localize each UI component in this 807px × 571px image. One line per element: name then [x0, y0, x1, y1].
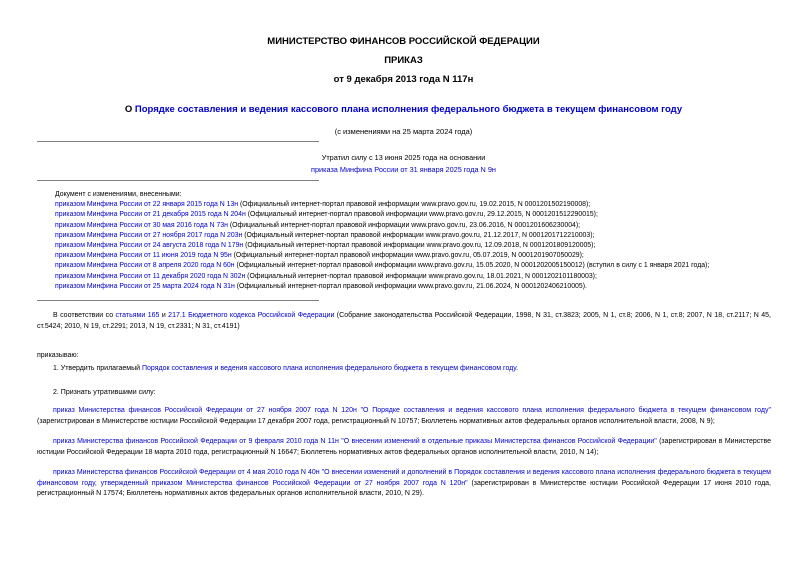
amendment-link[interactable]: приказом Минфина России от 27 ноября 2017 года N 203н: [55, 231, 243, 239]
repealed-paragraph: приказ Министерства финансов Российской Федерации от 9 февраля 2010 года N 11н "О внесении изменений в отдельные приказы Министерства финансов Российской Федерации" (зарегистрирован в Министерстве юстиции Российской Федерации 18 марта 2010 года, регистрационный N 16647; Бюллетень нормативных актов федеральных органов исполнительной власти, 2010, N 14);: [37, 438, 771, 456]
amendment-link[interactable]: приказом Минфина России от 11 июня 2019 года N 95н: [55, 252, 232, 260]
divider-line: [37, 180, 319, 181]
edition-note: (с изменениями на 25 марта 2024 года): [334, 127, 473, 136]
preamble-paragraph: В соответствии со статьями 165 и 217.1 Бюджетного кодекса Российской Федерации (Собрание законодательства Российской Федерации, 1998, N 31, ст.3823; 2005, N 1, ст.8; 2006, N 1, ст.8; 2007, N 18, ст.2117; N 45, ст.5424; 2010, N 19, ст.2291; 2013, N 19, ст.2331; N 31, ст.4191): [37, 312, 771, 330]
amendment-link[interactable]: приказом Минфина России от 30 мая 2016 года N 73н: [55, 221, 228, 229]
item-1-paragraph: 1. Утвердить прилагаемый Порядок составления и ведения кассового плана исполнения федерального бюджета в текущем финансовом году.: [53, 365, 519, 372]
changes-intro: Документ с изменениями, внесенными:: [55, 191, 182, 198]
list-item: приказом Минфина России от 24 августа 2018 года N 179н (Официальный интернет-портал правовой информации www.pravo.gov.ru, 12.09.2018, N 0001201809120005);: [55, 242, 596, 250]
order-word: приказываю:: [37, 352, 79, 359]
list-item: приказом Минфина России от 11 декабря 2020 года N 302н (Официальный интернет-портал правовой информации www.pravo.gov.ru, 18.01.2021, N 0001202101180003);: [55, 272, 597, 280]
repealed-order-link[interactable]: приказ Министерства финансов Российской Федерации от 9 февраля 2010 года N 11н "О внесении изменений в отдельные приказы Министерства финансов Российской Федерации": [53, 438, 657, 445]
lost-force-link[interactable]: приказа Минфина России от 31 января 2025 года N 9н: [311, 165, 496, 174]
divider-line: [37, 141, 319, 142]
list-item: приказом Минфина России от 11 июня 2019 года N 95н (Официальный интернет-портал правовой информации www.pravo.gov.ru, 05.07.2019, N 0001201907050029);: [55, 252, 584, 260]
repealed-order-link[interactable]: приказ Министерства финансов Российской Федерации от 27 ноября 2007 года N 120н "О Порядке составления и ведения кассового плана исполнения федерального бюджета в текущем финансовом году": [53, 407, 771, 414]
list-item: приказом Минфина России от 22 января 2015 года N 13н (Официальный интернет-портал правовой информации www.pravo.gov.ru, 19.02.2015, N 0001201502190008);: [55, 201, 591, 209]
amendment-link[interactable]: приказом Минфина России от 24 августа 2018 года N 179н: [55, 242, 244, 250]
repealed-paragraph: приказ Министерства финансов Российской Федерации от 4 мая 2010 года N 40н "О внесении изменений и дополнений в Порядок составления и ведения кассового плана исполнения федерального бюджета в текущем финансовом году, утвержденный приказом Министерства финансов Российской Федерации от 27 ноября 2007 года N 120н" (зарегистрирован в Министерстве юстиции Российской Федерации 17 июня 2010 года, регистрационный N 17574; Бюллетень нормативных актов федеральных органов исполнительной власти, 2010, N 29).: [37, 469, 771, 497]
repealed-order-link[interactable]: приказ Министерства финансов Российской Федерации от 4 мая 2010 года N 40н "О внесении изменений и дополнений в Порядок составления и ведения кассового плана исполнения федерального бюджета в текущем финансовом году, утвержденный приказом Министерства финансов Российской Федерации от 27 ноября 2007 года N 120н": [37, 469, 771, 487]
budget-code-link[interactable]: 217.1 Бюджетного кодекса Российской Федерации: [168, 312, 335, 319]
list-item: приказом Минфина России от 27 ноября 2017 года N 203н (Официальный интернет-портал правовой информации www.pravo.gov.ru, 21.12.2017, N 0001201712210003);: [55, 231, 595, 239]
amendment-link[interactable]: приказом Минфина России от 25 марта 2024 года N 31н: [55, 282, 235, 290]
list-item: приказом Минфина России от 30 мая 2016 года N 73н (Официальный интернет-портал правовой информации www.pravo.gov.ru, 23.06.2016, N 0001201606230004);: [55, 221, 581, 229]
subject-link[interactable]: Порядке составления и ведения кассового плана исполнения федерального бюджета в текущем финансовом году: [134, 104, 683, 115]
document-subject: [0, 104, 807, 115]
doc-type-heading: ПРИКАЗ: [384, 55, 423, 66]
list-item: приказом Минфина России от 21 декабря 2015 года N 204н (Официальный интернет-портал правовой информации www.pravo.gov.ru, 29.12.2015, N 0001201512290015);: [55, 211, 598, 219]
amendment-link[interactable]: приказом Минфина России от 11 декабря 2020 года N 302н: [55, 272, 246, 280]
amendment-link[interactable]: приказом Минфина России от 22 января 2015 года N 13н: [55, 201, 239, 209]
subject-prefix: О: [124, 104, 135, 115]
amendment-link[interactable]: приказом Минфина России от 8 апреля 2020 года N 60н: [55, 262, 235, 270]
repealed-paragraph: приказ Министерства финансов Российской Федерации от 27 ноября 2007 года N 120н "О Порядке составления и ведения кассового плана исполнения федерального бюджета в текущем финансовом году" (зарегистрирован в Министерстве юстиции Российской Федерации 17 декабря 2007 года, регистрационный N 10757; Бюллетень нормативных актов федеральных органов исполнительной власти, 2008, N 9);: [37, 407, 771, 425]
article-165-link[interactable]: статьями 165: [115, 312, 160, 319]
list-item: приказом Минфина России от 8 апреля 2020 года N 60н (Официальный интернет-портал правовой информации www.pravo.gov.ru, 15.05.2020, N 0001202005150012) (вступил в силу с 1 января 2021 года);: [55, 262, 710, 270]
changes-list: [55, 190, 795, 292]
amendment-link[interactable]: приказом Минфина России от 21 декабря 2015 года N 204н: [55, 211, 246, 219]
doc-date-heading: от 9 декабря 2013 года N 117н: [333, 74, 474, 85]
lost-force-text: Утратил силу с 13 июня 2025 года на основании: [321, 153, 486, 162]
procedure-link[interactable]: Порядок составления и ведения кассового плана исполнения федерального бюджета в текущем финансовом году: [141, 365, 517, 372]
item-2-paragraph: 2. Признать утратившими силу:: [53, 389, 156, 396]
ministry-heading: МИНИСТЕРСТВО ФИНАНСОВ РОССИЙСКОЙ ФЕДЕРАЦИИ: [267, 36, 540, 47]
list-item: приказом Минфина России от 25 марта 2024 года N 31н (Официальный интернет-портал правовой информации www.pravo.gov.ru, 21.06.2024, N 0001202406210005).: [55, 282, 587, 290]
lost-force-note: [0, 152, 807, 176]
divider-line: [37, 300, 319, 301]
